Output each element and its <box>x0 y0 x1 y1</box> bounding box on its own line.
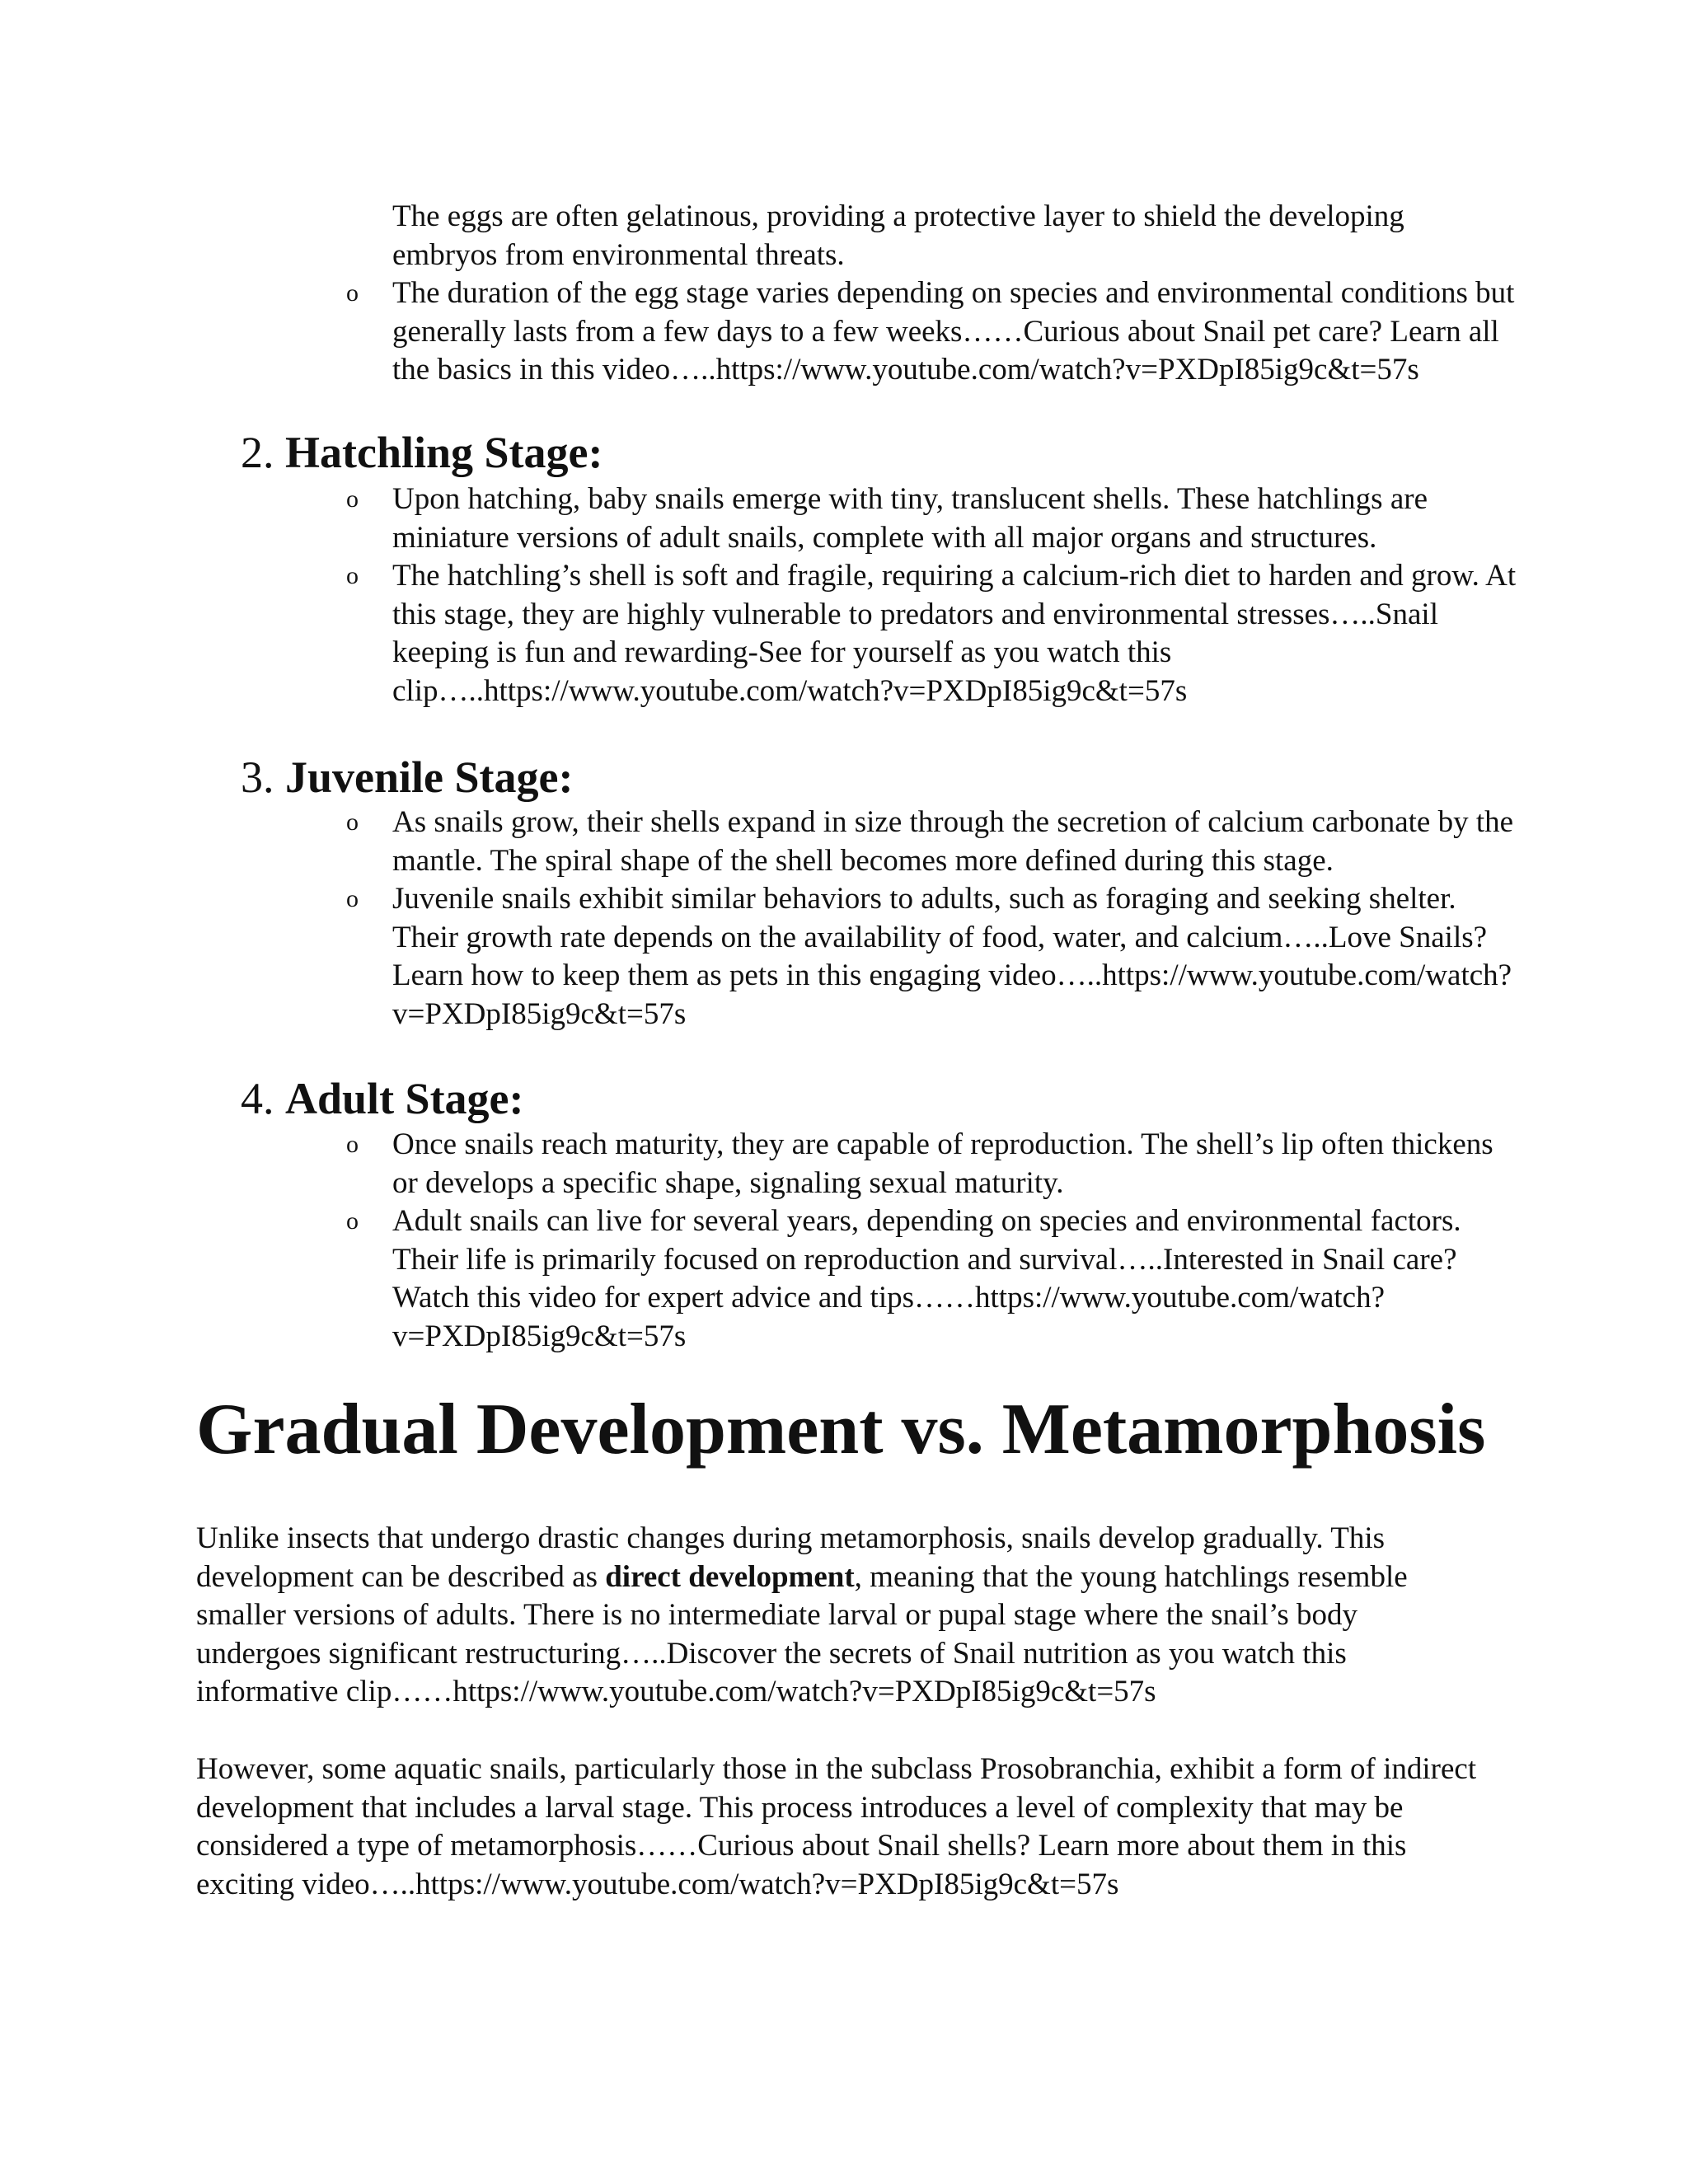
stage-number: 4. <box>241 1074 274 1123</box>
list-item <box>346 274 1517 390</box>
adult-stage-list <box>346 1126 1517 1356</box>
body-paragraph <box>196 1520 1482 1712</box>
paragraph-text: Unlike insects that undergo drastic changes during metamorphosis, snails develop gradually. This development can be described as <box>196 1521 1386 1594</box>
stage-title: Juvenile Stage: <box>285 752 574 802</box>
juvenile-stage-list <box>346 804 1517 1033</box>
stage-number: 2. <box>241 428 274 477</box>
section-heading: Gradual Development vs. Metamorphosis <box>196 1390 1486 1469</box>
list-item <box>346 1202 1517 1356</box>
body-paragraph: However, some aquatic snails, particularly those in the subclass Prosobranchia, exhibit a form of indirect development that includes a larval stage. This process introduces a level of complexity that may be considered a type of metamorphosis……Curious about Snail shells? Learn more about them in this exciting video…..https://www.youtube.com/watch?v=PXDpI85ig9c&t=57s <box>196 1752 1477 1901</box>
stage-heading-juvenile <box>241 752 573 803</box>
list-item-text: Adult snails can live for several years, depending on species and environmental factors. Their life is primarily focused on reproduction and survival…..Interested in Snail care? Watch this video for expert advice and tips……https://www.youtube.com/watch?v=PXDpI85ig9c&t=57s <box>392 1204 1461 1353</box>
bold-term: direct development <box>605 1559 855 1594</box>
list-item <box>346 198 1517 274</box>
bullet-marker: o <box>346 1207 359 1235</box>
bullet-marker: o <box>346 279 359 307</box>
bullet-marker: o <box>346 1131 359 1158</box>
list-item <box>346 480 1517 557</box>
stage-number: 3. <box>241 752 274 802</box>
list-item-text: The hatchling’s shell is soft and fragile, requiring a calcium-rich diet to harden and grow. At this stage, they are highly vulnerable to predators and environmental stresses…..Snail keeping is fun and rewarding-See for yourself as you watch this clip…..https://www.youtube.com/watch?v=PXDpI85ig9c&t=57s <box>392 559 1517 708</box>
stage-title: Hatchling Stage: <box>285 428 603 477</box>
stage-title: Adult Stage: <box>285 1074 524 1123</box>
stage-heading-adult <box>241 1073 524 1124</box>
list-item-text: Once snails reach maturity, they are capable of reproduction. The shell’s lip often thickens or develops a specific shape, signaling sexual maturity. <box>392 1127 1493 1200</box>
list-item <box>346 557 1517 710</box>
stage-heading-hatchling <box>241 427 603 478</box>
list-item-text: The eggs are often gelatinous, providing a protective layer to shield the developing embryos from environmental threats. <box>392 199 1404 272</box>
list-item <box>346 880 1517 1033</box>
bullet-marker: o <box>346 808 359 836</box>
bullet-marker: o <box>346 485 359 513</box>
bullet-marker: o <box>346 885 359 912</box>
list-item-text: The duration of the egg stage varies depending on species and environmental conditions but generally lasts from a few days to a few weeks……Curious about Snail pet care? Learn all the basics in this video…..https://www.youtube.com/watch?v=PXDpI85ig9c&t=57s <box>392 276 1515 387</box>
list-item-text: Upon hatching, baby snails emerge with tiny, translucent shells. These hatchlings are miniature versions of adult snails, complete with all major organs and structures. <box>392 482 1428 555</box>
list-item-text: As snails grow, their shells expand in size through the secretion of calcium carbonate by the mantle. The spiral shape of the shell becomes more defined during this stage. <box>392 805 1514 878</box>
paragraph-text: , meaning that the young hatchlings resemble smaller versions of adults. There is no intermediate larval or pupal stage where the snail’s body undergoes significant restructuring…..Discover the secrets of Snail nutrition as you watch this informative clip……https://www.youtube.com/watch?v=PXDpI85ig9c&t=57s <box>196 1559 1408 1708</box>
list-item <box>346 1126 1517 1202</box>
bullet-marker: o <box>346 562 359 589</box>
list-item-text: Juvenile snails exhibit similar behaviors to adults, such as foraging and seeking shelter. Their growth rate depends on the availability of food, water, and calcium…..Love Snails? Learn how to keep them as pets in this engaging video…..https://www.youtube.com/watch?v=PXDpI85ig9c&t=57s <box>392 882 1512 1031</box>
list-item <box>346 804 1517 880</box>
hatchling-stage-list <box>346 480 1517 710</box>
egg-stage-list <box>346 198 1517 390</box>
